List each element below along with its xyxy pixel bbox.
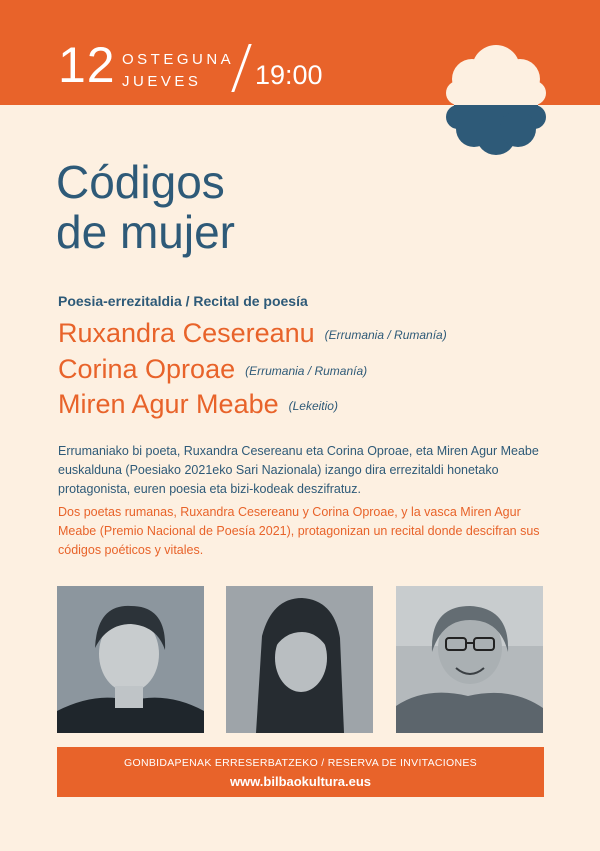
poet-3-photo — [396, 586, 543, 733]
poet-1 — [58, 320, 447, 347]
poet-1-photo — [57, 586, 204, 733]
poet-2 — [58, 356, 367, 383]
poet-3-origin: (Lekeitio) — [288, 398, 338, 413]
event-time: 19:00 — [255, 60, 323, 90]
cloud-bottom-shape — [446, 105, 546, 155]
title-line-1: Códigos — [56, 156, 225, 208]
slash-divider — [231, 44, 251, 92]
poet-1-name: Ruxandra Cesereanu — [58, 318, 315, 348]
title-line-2: de mujer — [56, 206, 235, 258]
poet-3 — [58, 391, 338, 418]
poet-1-origin: (Errumania / Rumanía) — [324, 327, 447, 342]
website-link[interactable]: www.bilbaokultura.eus — [229, 774, 372, 789]
cloud-top-shape — [446, 45, 546, 105]
cloud-logo-icon — [440, 45, 550, 155]
description-spanish: Dos poetas rumanas, Ruxandra Cesereanu y Corina Oproae, y la vasca Miren Agur Meabe (Premio Nacional de Poesía 2021), protagonizan un recital donde descifran sus códigos poéticos y vitales. — [58, 505, 540, 557]
reservation-banner — [57, 747, 544, 797]
event-title — [56, 157, 235, 257]
event-day: 12 — [58, 37, 116, 93]
poet-2-origin: (Errumania / Rumanía) — [245, 363, 368, 378]
poet-2-name: Corina Oproae — [58, 354, 236, 384]
event-subtitle: Poesia-errezitaldia / Recital de poesía — [58, 293, 308, 309]
poet-2-photo — [226, 586, 373, 733]
reservation-label: GONBIDAPENAK ERRESERBATZEKO / RESERVA DE INVITACIONES — [124, 757, 477, 769]
weekday-basque: OSTEGUNA — [122, 51, 235, 68]
poet-3-name: Miren Agur Meabe — [58, 389, 279, 419]
weekday-spanish: JUEVES — [122, 73, 202, 90]
description-basque: Errumaniako bi poeta, Ruxandra Cesereanu eta Corina Oproae, eta Miren Agur Meabe euskalduna (Poesiako 2021eko Sari Nazionala) izango dira errezitaldi honetako protagonista, euren poesia eta bizi-kodeak deszifratuz. — [58, 444, 539, 496]
